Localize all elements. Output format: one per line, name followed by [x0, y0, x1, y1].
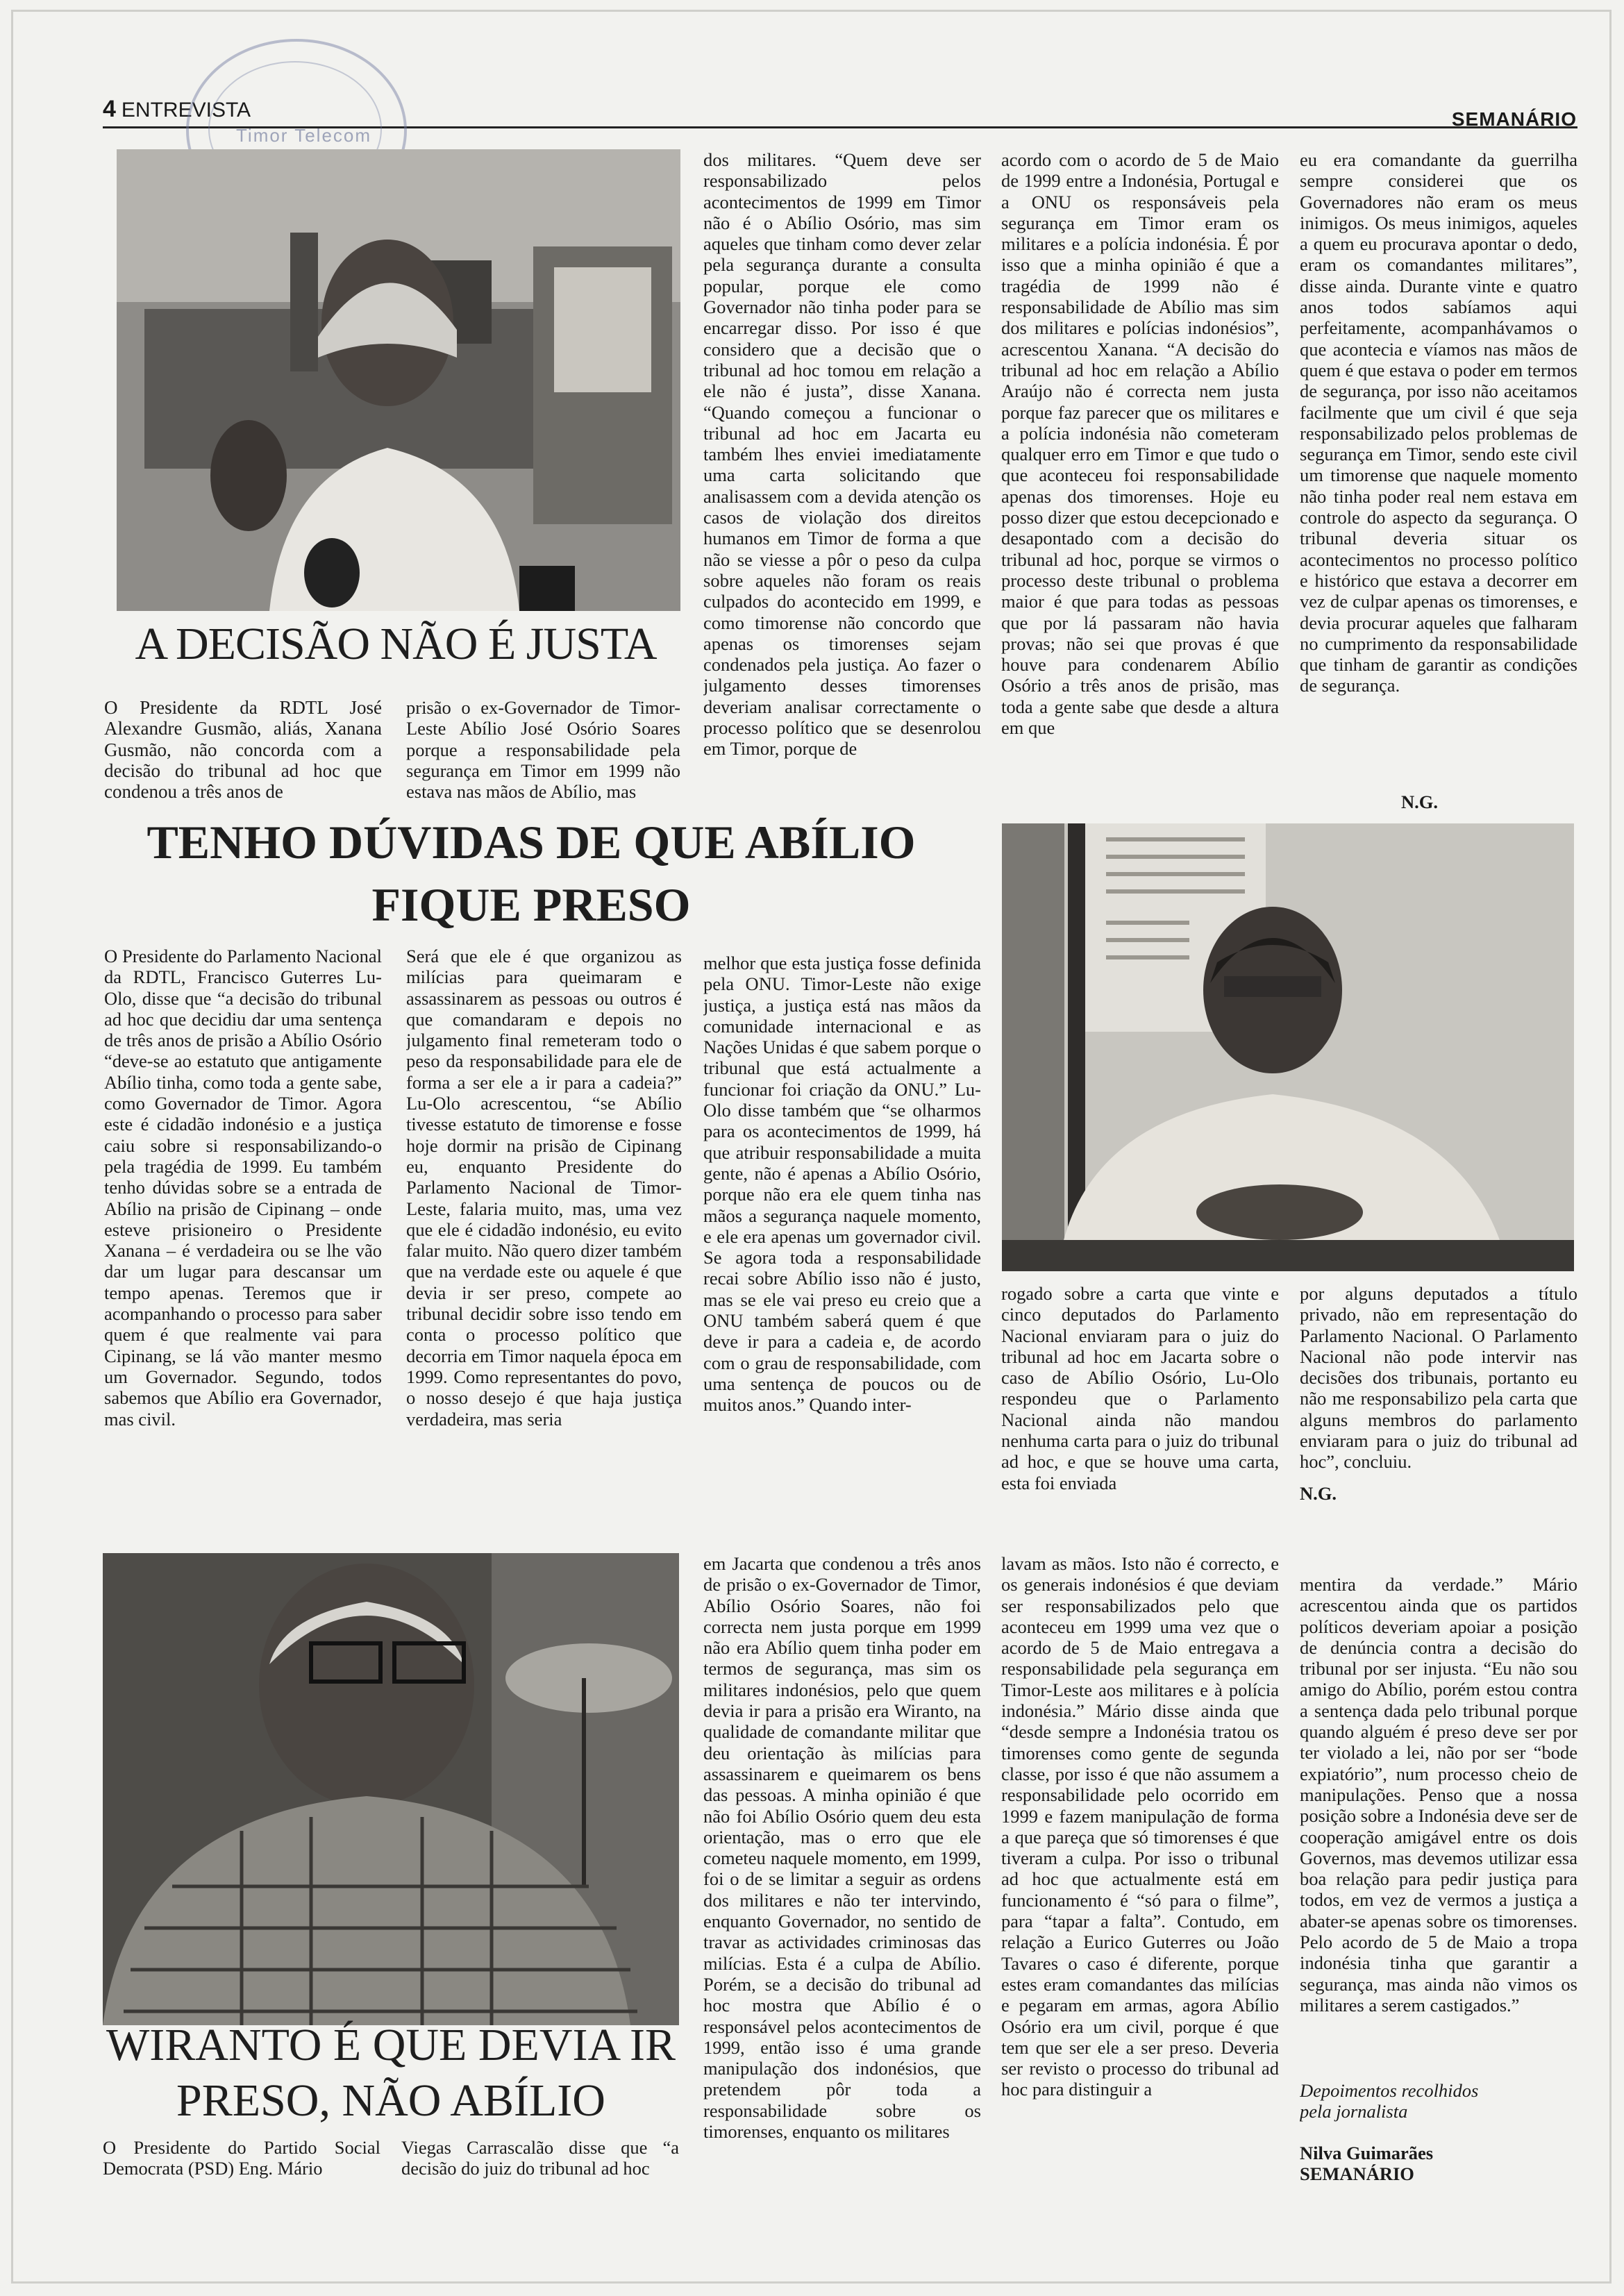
author-name: Nilva Guimarães	[1300, 2143, 1434, 2163]
article3-col3-text: lavam as mãos. Isto não é correcto, e os generais indonésios é que deviam ser responsabilizados pelo que aconteceu em 1999 uma vez que o acordo de 5 de Maio entregava a responsabilidade pela segurança em Timor-Leste aos militares e à polícia indonésia.” Mário disse ainda que “desde sempre a Indonésia tratou os timorenses como gente de segunda classe, por isso é que não assumem a responsabilidade pelo ocorrido em 1999 e fazem manipulação de forma a que pareça que só timorenses é que tiveram a culpa. Por isso o tribunal ad hoc que actualmente está em funcionamento é “só para o filme”, para “tapar a falta”. Contudo, em relação a Eurico Guterres ou João Tavares o caso é diferente, porque estes eram comandantes das milícias e pegaram em armas, agora Abílio Osório era um civil, porque é que tem que ser ele a ser preso. Deveria ser revisto o processo do tribunal ad hoc para distinguir a	[1001, 1553, 1279, 2100]
headline-article-3-line1: WIRANTO É QUE DEVIA IR	[106, 2020, 676, 2070]
article1-col3-text: acordo com o acordo de 5 de Maio de 1999 entre a Indonésia, Portugal e a ONU os responsáveis pela segurança em Timor eram os militares e a polícia indonésia. É por isso que a minha opinião é que a tragédia de 1999 não é responsabilidade de Abílio mas sim dos militares e polícias indonésios”, acrescentou Xanana. “A decisão do tribunal ad hoc em relação a Abílio Araújo não é correcta nem justa porque faz parecer que os militares e a polícia indonésia não cometeram qualquer erro em Timor e que tudo o que aconteceu foi responsabilidade apenas dos timorenses. Hoje eu posso dizer que estou decepcionado e desapontado com a decisão do tribunal ad hoc, porque se virmos o processo deste tribunal o problema maior é que para todas as pessoas que por lá passaram não havia provas; não sei que provas é que houve para condenarem Abílio Osório a três anos de prisão, mas toda a gente sabe que desde a altura em que	[1001, 149, 1279, 739]
article2-col2-text: Será que ele é que organizou as milícias para queimaram e assassinarem as pessoas ou outros é que comandaram e depois no julgamento final remeteram todo o peso da responsabilidade para ele de forma a ser ele a ir para a cadeia?” Lu-Olo acrescentou, “se Abílio tivesse estatuto de timorense e fosse hoje dormir na prisão de Cipinang eu, enquanto Presidente do Parlamento Nacional de Timor-Leste, falaria muito, mas, uma vez que ele é cidadão indonésio, eu evito falar muito. Não quero dizer também que na verdade este ou aquele é que devia ir ser preso, compete ao tribunal decidir sobre isso tendo em conta o processo político que decorria em Timor naquela época em 1999. Como representantes do povo, o nosso desejo é que haja justiça verdadeira, mas seria	[406, 946, 682, 1430]
article2-col5-text: por alguns deputados a título privado, não em representação do Parlamento Nacional. O Parlamento Nacional não pode intervir nas decisões dos tribunais, portanto eu não me responsabilizo pela carta que alguns membros do parlamento enviaram para o juiz do tribunal ad hoc”, concluiu.	[1300, 1283, 1577, 1473]
article2-column-5	[1300, 1283, 1577, 1477]
article1-signature: N.G.	[1401, 791, 1438, 812]
article3-col2-text: em Jacarta que condenou a três anos de prisão o ex-Governador de Timor, Abílio Osório Soares, não foi correcta nem justa porque em 1999 não era Abílio quem tinha poder em termos de segurança, mas sim os militares indonésios, pelo que quem devia ir para a prisão era Wiranto, na qualidade de comandante militar que deu orientação às milícias para assassinarem e queimarem os bens das pessoas. A minha opinião é que não foi Abílio Osório quem deu esta orientação, mas o erro que ele cometeu naquele momento, em 1999, foi o de se limitar a seguir as ordens dos militares e não ter intervindo, enquanto Governador, no sentido de travar as actividades criminosas das milícias. Esta é a culpa de Abílio. Porém, se a decisão do tribunal ad hoc mostra que Abílio é o responsável pelos acontecimentos de 1999, então isso é uma grande manipulação dos indonésios, que pretendem pôr toda a responsabilidade sobre os timorenses, enquanto os militares	[703, 1553, 981, 2143]
article1-col4-text: eu era comandante da guerrilha sempre considerei que os Governadores não eram os meus inimigos. Os meus inimigos, aqueles a quem eu procurava apontar o dedo, eram os comandantes militares”, disse ainda. Durante vinte e quatro anos todos sabíamos aqui perfeitamente, acompanhávamos o que acontecia e víamos nas mãos de quem é que estava o poder em termos de segurança, por isso não aceitamos facilmente que um civil é que seja responsabilizado pelos problemas de segurança em Timor, sendo este civil um timorense que naquele momento não tinha poder real nem estava em controle do aspecto da segurança. O tribunal deveria situar os acontecimentos no processo político e histórico que estava a decorrer em vez de culpar apenas os timorenses, e devia procurar aqueles que falharam no cumprimento da responsabilidade que tinham de garantir as condições de segurança.	[1300, 149, 1577, 696]
article1-lead	[104, 697, 382, 807]
headline-article-2-line1: TENHO DÚVIDAS DE QUE ABÍLIO	[147, 816, 916, 869]
article3-column-2	[703, 1553, 981, 2192]
credit-line-1: Depoimentos recolhidos	[1300, 2080, 1479, 2101]
headline-article-1: A DECISÃO NÃO É JUSTA	[135, 619, 657, 669]
article1-col2-text: dos militares. “Quem deve ser responsabilizado pelos acontecimentos de 1999 em Timor não é o Abílio Osório, mas sim aqueles que tinham como dever zelar pela segurança durante a consulta popular, porque ele como Governador não tinha poder para se encarregar disso. Por isso é que considero que a decisão que o tribunal ad hoc tomou em relação a ele não é justa”, disse Xanana. “Quando começou a funcionar o tribunal ad hoc em Jacarta eu também lhes enviei imediatamente uma carta solicitando que analisassem com a devida atenção os casos de violação dos direitos humanos em Timor de forma a que não se viesse a pôr o peso da culpa sobre aqueles não foram os reais culpados do acontecido em 1999, e como timorense não concordo que apenas os timorenses sejam condenados pela justiça. Ao fazer o julgamento desses timorenses deveriam analisar correctamente o processo político que se desenrolou em Timor, porque de	[703, 149, 981, 760]
section-label: ENTREVISTA	[121, 99, 251, 121]
article3-column-4	[1300, 1574, 1577, 2053]
headline-article-2-line2: FIQUE PRESO	[371, 878, 691, 931]
article1-column-2	[703, 149, 981, 809]
article1-lead-cont-text: prisão o ex-Governador de Timor-Leste Abílio José Osório Soares porque a responsabilidade pela segurança em Timor em 1999 não estava nas mãos de Abílio, mas	[406, 697, 680, 803]
article3-col4-text: mentira da verdade.” Mário acrescentou ainda que os partidos políticos deveriam apoiar a posição de denúncia contra a decisão do tribunal por ser injusta. “Eu não sou amigo do Abílio, porém estou contra a sentença dada pelo tribunal porque quando alguém é preso deve ser por ter violado a lei, não por ser “bode expiatório”, num processo cheio de manipulações. Penso que a nossa posição sobre a Indonésia deve ser de cooperação amigável entre os dois Governos, mas devemos utilizar essa boa relação para pedir justiça para todos, em vez de vermos a justiça a abater-se apenas sobre os timorenses. Pelo acordo de 5 de Maio a tropa indonésia tinha que garantir a segurança, mas ainda não vimos os militares a serem castigados.”	[1300, 1574, 1577, 2016]
article1-column-3	[1001, 149, 1279, 816]
article2-column-3	[703, 953, 981, 1515]
photo-mario-carrascalao	[103, 1553, 679, 2025]
article1-lead-span: O Presidente da RDTL José Alexandre Gusmão, aliás, Xanana Gusmão, não concorda com a decisão do tribunal ad hoc que condenou a três anos de	[104, 697, 382, 803]
headline-article-3	[103, 2018, 679, 2129]
article2-column-4	[1001, 1283, 1279, 1512]
article2-col3-text: melhor que esta justiça fosse definida pela ONU. Timor-Leste não exige justiça, a justiça está nas mãos da comunidade internacional e as Nações Unidas é que sabem porque o tribunal que está actualmente a funcionar foi criação da ONU.” Lu-Olo disse também que “se olharmos para os acontecimentos de 1999, há que atribuir responsabilidade a muita gente, não é apenas a Abílio Osório, porque não era ele quem tinha nas mãos a segurança naquele momento, e ele era apenas um governador civil. Se agora toda a responsabilidade recai sobre Abílio isso não é justo, mas se ele vai preso eu creio que a ONU também saberá quem é que deve ir para a cadeia e, de acordo com o grau de responsabilidade, com uma sentença de poucos ou de muitos anos.” Quando inter-	[703, 953, 981, 1416]
publication-name: SEMANÁRIO	[1451, 108, 1577, 130]
article2-signature: N.G.	[1300, 1483, 1337, 1504]
article3-lead	[103, 2137, 380, 2181]
article3-byline	[1300, 2143, 1577, 2187]
article3-lead-cont-text: Viegas Carrascalão disse que “a decisão do juiz do tribunal ad hoc	[401, 2137, 679, 2179]
author-publication: SEMANÁRIO	[1300, 2163, 1414, 2185]
photo-xanana	[117, 149, 680, 611]
article3-lead-text: O Presidente do Partido Social Democrata (PSD) Eng. Mário	[103, 2137, 380, 2179]
article3-credit	[1300, 2080, 1577, 2125]
article2-column-1	[104, 946, 382, 1501]
article1-column-4	[1300, 149, 1577, 788]
article3-lead-continued	[401, 2137, 679, 2181]
article2-col4-text: rogado sobre a carta que vinte e cinco deputados do Parlamento Nacional enviaram para o juiz do tribunal ad hoc em Jacarta sobre o caso de Abílio Osório, Lu-Olo respondeu que o Parlamento Nacional ainda não mandou nenhuma carta para o juiz do tribunal ad hoc, e que se houve uma carta, esta foi enviada	[1001, 1283, 1279, 1493]
article2-column-2	[406, 946, 682, 1508]
credit-line-2: pela jornalista	[1300, 2101, 1408, 2122]
article1-lead-continued	[406, 697, 680, 807]
article2-col1-text: O Presidente do Parlamento Nacional da RDTL, Francisco Guterres Lu-Olo, disse que “a decisão do tribunal ad hoc que decidiu dar uma sentença de três anos de prisão a Abílio Osório “deve-se ao estatuto que antigamente Abílio tinha, como toda a gente sabe, como Governador de Timor. Agora este é cidadão indonésio e a justiça caiu sobre si responsabilizando-o pela tragédia de 1999. Eu também tenho dúvidas sobre se a entrada de Abílio na prisão de Cipinang – onde esteve prisioneiro o Presidente Xanana – é verdadeira ou se lhe vão dar um lugar para descansar um tempo apenas. Teremos que ir acompanhando o processo para saber quem é que realmente vai para Cipinang, se lá vão manter mesmo um Governador. Segundo, todos sabemos que Abílio era Governador, mas civil.	[104, 946, 382, 1430]
article3-column-3	[1001, 1553, 1279, 2192]
article1-lead-text	[104, 697, 382, 802]
stamp-text: Timor Telecom	[236, 125, 372, 146]
page-number: 4	[103, 96, 116, 122]
photo-lu-olo	[1002, 823, 1574, 1271]
headline-article-2	[104, 811, 958, 936]
headline-article-3-line2: PRESO, NÃO ABÍLIO	[176, 2075, 605, 2126]
